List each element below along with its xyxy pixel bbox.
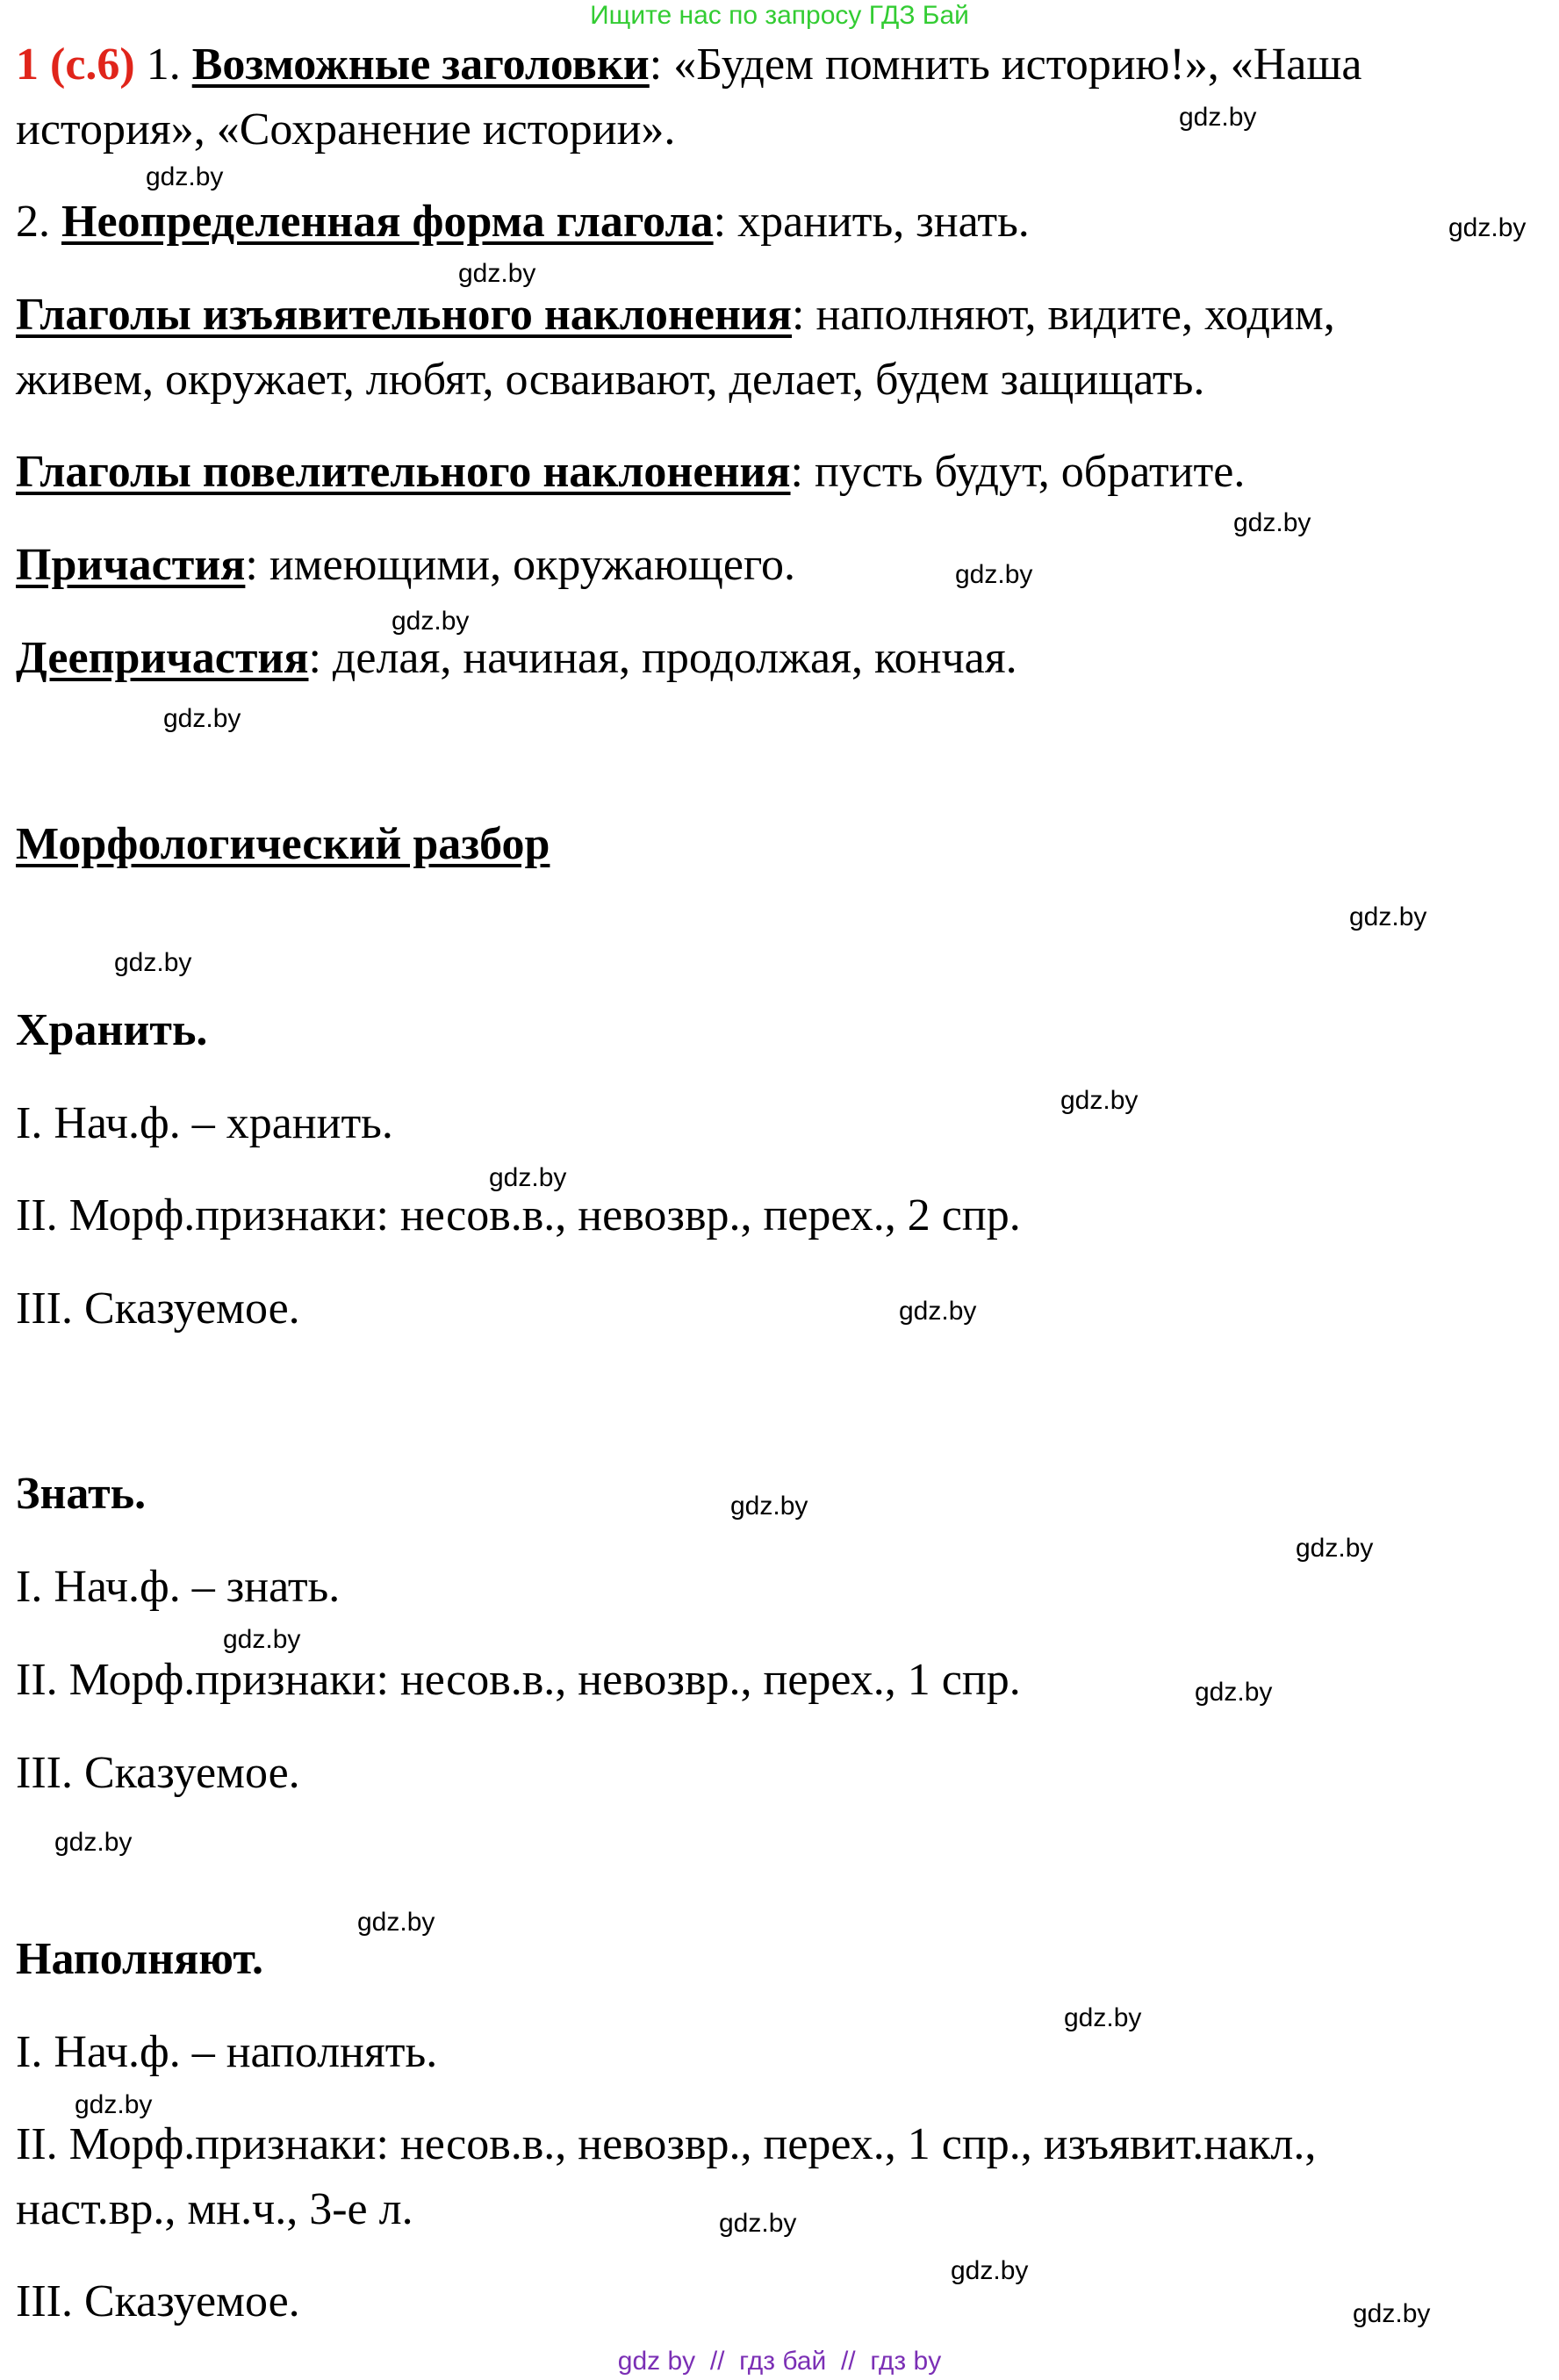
watermark: gdz.by [458,259,536,288]
watermark: gdz.by [951,2256,1029,2285]
task-number: 1 (с.6) [16,40,135,90]
watermark: gdz.by [1349,902,1427,931]
watermark: gdz.by [719,2209,797,2238]
gerund-text: : делая, начиная, продолжая, кончая. [308,633,1017,683]
watermark: gdz.by [489,1163,567,1192]
entry-word: Знать. [16,1469,147,1519]
watermark: gdz.by [392,607,470,636]
top-banner[interactable]: Ищите нас по запросу ГДЗ Бай [590,1,969,30]
gerund-label: Деепричастия [16,633,309,683]
item1-number: 1. [146,40,181,90]
watermark: gdz.by [1195,1678,1273,1707]
imperative-label: Глаголы повелительного наклонения [16,447,791,497]
watermark: gdz.by [1060,1086,1139,1115]
watermark: gdz.by [1233,508,1311,537]
indicative-text: : наполняют, видите, ходим, [792,290,1335,340]
watermark: gdz.by [955,560,1033,589]
morph-heading-text: Морфологический разбор [16,819,550,869]
item1-text: : «Будем помнить историю!», «Наша [649,40,1362,90]
entry-word: Наполняют. [16,1934,263,1984]
watermark: gdz.by [899,1297,977,1326]
entry-morph-features: II. Морф.признаки: несов.в., невозвр., перех., 1 спр., изъявит.накл., [16,2119,1317,2169]
entry-morph-features: II. Морф.признаки: несов.в., невозвр., перех., 2 спр. [16,1190,1021,1240]
item2-text: : хранить, знать. [713,197,1030,247]
indicative-continuation: живем, окружает, любят, осваивают, делает, будем защищать. [16,355,1205,405]
watermark: gdz.by [1064,2003,1142,2032]
item2-number: 2. [16,197,50,247]
entry-syntax-role: III. Сказуемое. [16,1283,300,1334]
bottom-banner[interactable]: gdz by // гдз бай // гдз by [617,2347,942,2376]
watermark: gdz.by [75,2090,153,2119]
item1-continuation: история», «Сохранение истории». [16,104,676,155]
item2-line [16,194,1030,250]
watermark: gdz.by [223,1625,301,1654]
item1-label: Возможные заголовки [191,40,650,90]
imperative-line [16,444,1245,500]
morph-heading [16,816,550,873]
entry-initial-form: I. Нач.ф. – наполнять. [16,2027,438,2077]
entry-word: Хранить. [16,1005,208,1055]
watermark: gdz.by [114,948,192,977]
indicative-label: Глаголы изъявительного наклонения [16,290,793,340]
indicative-line [16,287,1335,343]
entry-morph-features-continuation: наст.вр., мн.ч., 3-е л. [16,2184,413,2234]
participle-line [16,537,795,593]
entry-morph-features: II. Морф.признаки: несов.в., невозвр., перех., 1 спр. [16,1655,1021,1705]
item2-label: Неопределенная форма глагола [61,197,714,247]
entry-syntax-role: III. Сказуемое. [16,1748,300,1798]
gerund-line [16,630,1017,687]
watermark: gdz.by [146,162,224,191]
participle-label: Причастия [16,540,246,590]
watermark: gdz.by [1296,1534,1374,1563]
participle-text: : имеющими, окружающего. [245,540,795,590]
entry-syntax-role: III. Сказуемое. [16,2276,300,2326]
watermark: gdz.by [1448,213,1527,242]
entry-initial-form: I. Нач.ф. – хранить. [16,1098,393,1148]
watermark: gdz.by [163,704,241,733]
item1-line [16,37,1361,93]
imperative-text: : пусть будут, обратите. [790,447,1246,497]
entry-initial-form: I. Нач.ф. – знать. [16,1562,341,1612]
watermark: gdz.by [1353,2299,1431,2328]
watermark: gdz.by [1179,103,1257,132]
watermark: gdz.by [357,1908,435,1937]
watermark: gdz.by [730,1492,808,1521]
watermark: gdz.by [54,1828,133,1857]
